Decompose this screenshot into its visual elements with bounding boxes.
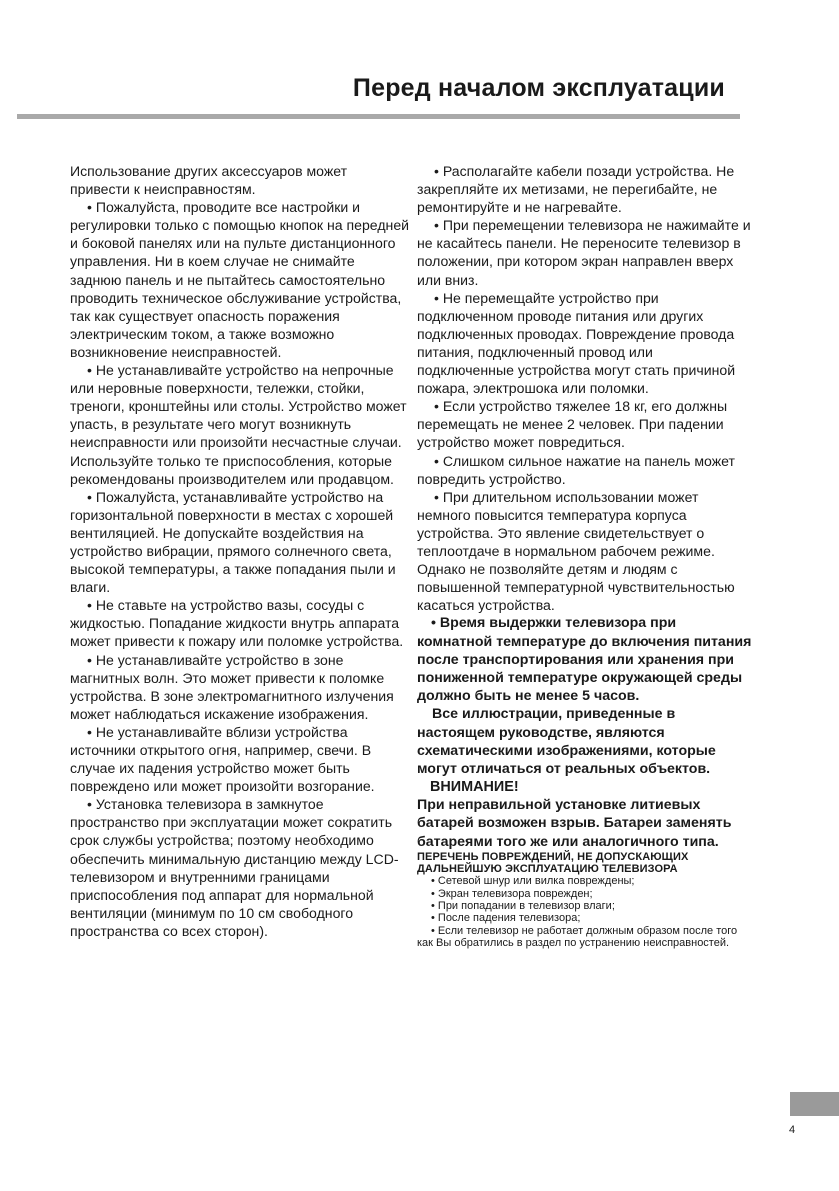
damage-list-item: • Экран телевизора поврежден; bbox=[431, 887, 593, 900]
warning-heading: ВНИМАНИЕ! bbox=[430, 779, 519, 796]
bullet-paragraph: • Установка телевизора в замкнутое пространство при эксплуатации может сократить срок службы устройства; поэтому необходимо обеспечить минимальную дистанцию между LCD-телевизором и внутренними границами приспособления под аппарат для нормальной вентиляции (минимум по 10 см свободного пространства со всех сторон). bbox=[70, 796, 399, 939]
bullet-paragraph: • Пожалуйста, устанавливайте устройство на горизонтальной поверхности в местах с хорошей вентиляцией. Не допускайте воздействия на устройство вибрации, прямого солнечного света, высокой температуры, а также попадания пыли и влаги. bbox=[70, 488, 396, 596]
page-number: 4 bbox=[789, 1124, 796, 1136]
page-title: Перед началом эксплуатации bbox=[352, 74, 725, 102]
bullet-paragraph: • Не устанавливайте устройство на непрочные или неровные поверхности, тележки, стойки, треноги, кронштейны или столы. Устройство может упасть, в результате чего могут возникнуть неисправности или произойти несчастные случаи. Используйте только те приспособления, которые рекомендованы производителем или продавцом. bbox=[70, 362, 407, 487]
bullet-paragraph: • При длительном использовании может немного повысится температура корпуса устройства. Это явление свидетельствует о теплоотдаче в нормальном рабочем режиме. Однако не позволяйте детям и людям с повышенной температурной чувствительностью касаться устройства. bbox=[417, 488, 735, 614]
warning-text: При неправильной установке литиевых батарей возможен взрыв. Батареи заменять батареями того же или аналогичного типа. bbox=[417, 797, 732, 850]
damage-list-item: • При попадании в телевизор влаги; bbox=[431, 900, 615, 913]
bullet-paragraph: • При перемещении телевизора не нажимайте и не касайтесь панели. Не переносите телевизор в положении, при котором экран направлен вверх или вниз. bbox=[417, 217, 751, 288]
bullet-paragraph: • Располагайте кабели позади устройства. Не закрепляйте их метизами, не перегибайте, не ремонтируйте и не нагревайте. bbox=[417, 163, 735, 216]
bullet-paragraph: • Не перемещайте устройство при подключенном проводе питания или других подключенных проводах. Повреждение провода питания, подключенный провод или подключенные устройства могут стать причиной пожара, электрошока или поломки. bbox=[417, 289, 736, 397]
damage-list-item: • Если телевизор не работает должным образом после того как Вы обратились в раздел по устранению неисправностей. bbox=[417, 924, 738, 949]
bullet-paragraph: • Не устанавливайте вблизи устройства источники открытого огня, например, свечи. В случае их падения устройство может быть повреждено или может произойти возгорание. bbox=[70, 723, 375, 795]
illustration-note: Все иллюстрации, приведенные в настоящем руководстве, являются схематическими изображениями, которые могут отличаться от реальных объектов. bbox=[417, 706, 716, 777]
damage-list-heading: ПЕРЕЧЕНЬ ПОВРЕЖДЕНИЙ, НЕ ДОПУСКАЮЩИХ ДАЛЬНЕЙШУЮ ЭКСПЛУАТАЦИЮ ТЕЛЕВИЗОРА bbox=[417, 850, 689, 876]
bullet-paragraph: • Если устройство тяжелее 18 кг, его должны перемещать не менее 2 человек. При падении устройство может повредиться. bbox=[417, 398, 728, 451]
damage-list-item: • После падения телевизора; bbox=[431, 912, 581, 925]
bullet-paragraph: • Не устанавливайте устройство в зоне магнитных волн. Это может привести к поломке устройства. В зоне электромагнитного излучения может наблюдаться искажение изображения. bbox=[70, 651, 394, 722]
bullet-paragraph: • Слишком сильное нажатие на панель может повредить устройство. bbox=[417, 452, 735, 487]
storage-time-note: • Время выдержки телевизора при комнатной температуре до включения питания после транспортирования или хранения при пониженной температуре окружающей среды должно быть не менее 5 часов. bbox=[417, 615, 752, 705]
header-divider bbox=[17, 114, 740, 119]
right-column bbox=[417, 162, 752, 949]
intro-paragraph: Использование других аксессуаров может привести к неисправностям. bbox=[70, 163, 348, 198]
bullet-paragraph: • Не ставьте на устройство вазы, сосуды с жидкостью. Попадание жидкости внутрь аппарата может привести к пожару или поломке устройства. bbox=[70, 597, 404, 650]
left-column bbox=[70, 162, 410, 940]
page-tab-marker bbox=[790, 1092, 839, 1116]
bullet-paragraph: • Пожалуйста, проводите все настройки и регулировки только с помощью кнопок на передней и боковой панелях или на пульте дистанционного управления. Ни в коем случае не снимайте заднюю панель и не пытайтесь самостоятельно проводить техническое обслуживание устройства, так как существует опасность поражения электрическим током, а также возможно возникновение неисправностей. bbox=[70, 199, 410, 360]
damage-list-item: • Сетевой шнур или вилка повреждены; bbox=[431, 875, 635, 888]
